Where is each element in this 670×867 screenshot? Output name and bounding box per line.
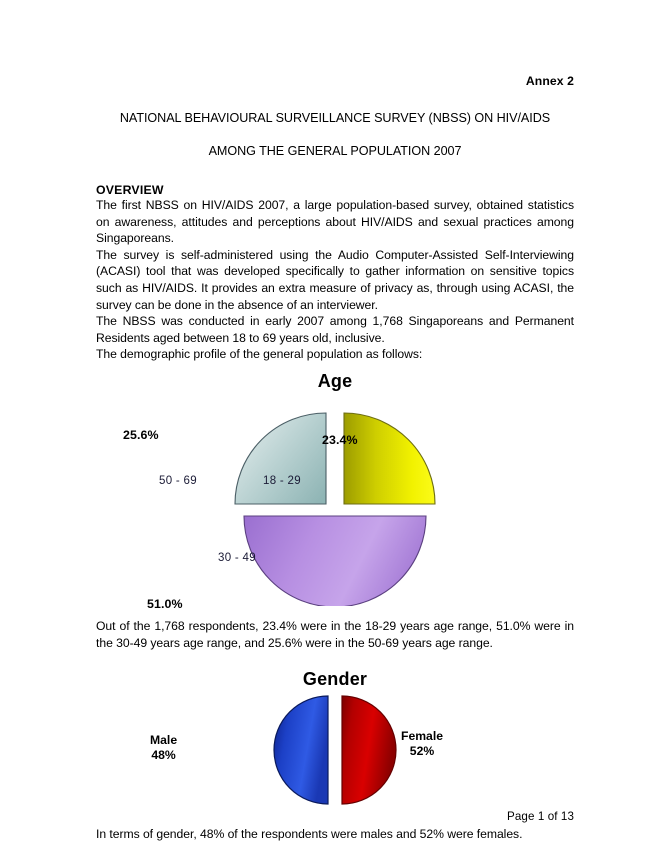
gender-slice-female: [342, 696, 396, 804]
age-slice-30-49: [244, 516, 426, 606]
annex-label: Annex 2: [525, 74, 574, 88]
paragraph-6: In terms of gender, 48% of the respondents were males and 52% were females.: [96, 827, 523, 842]
age-slice-18-29: [344, 413, 435, 504]
age-chart-plot: [96, 394, 574, 611]
paragraph-4: The demographic profile of the general population as follows:: [96, 347, 423, 362]
gender-value-label-male: 48%: [151, 748, 176, 763]
age-slice-50-69: [235, 413, 326, 504]
gender-label-male: [150, 733, 177, 763]
age-value-label-30-49: 51.0%: [147, 596, 183, 611]
gender-value-label-female: 52%: [409, 744, 435, 759]
age-chart: [96, 370, 574, 611]
gender-label-female-text: Female: [401, 729, 444, 744]
age-slice-label-30-49: 30 - 49: [218, 551, 256, 564]
gender-chart-plot: [96, 691, 574, 809]
gender-chart: [96, 669, 574, 809]
paragraph-5: Out of the 1,768 respondents, 23.4% were in the 18-29 years age range, 51.0% were in the 30-49 years age range, and 25.6% were in the 50-69 years age range.: [96, 618, 574, 650]
page-footer: Page 1 of 13: [507, 810, 574, 823]
document-title: [96, 93, 574, 159]
age-value-label-18-29: 23.4%: [322, 432, 358, 447]
document-title-line1: NATIONAL BEHAVIOURAL SURVEILLANCE SURVEY (NBSS) ON HIV/AIDS: [119, 110, 551, 125]
gender-slice-male: [274, 696, 328, 804]
section-heading-overview: OVERVIEW: [96, 183, 164, 197]
age-chart-title: Age: [317, 370, 353, 391]
age-slice-label-50-69: 50 - 69: [159, 474, 197, 487]
age-value-label-50-69: 25.6%: [123, 427, 159, 442]
paragraph-2: The survey is self-administered using the Audio Computer-Assisted Self-Interviewing (ACASI) tool that was developed specifically to gather information on sensitive topics such as HIV/AIDS. It provides an extra measure of privacy as, through using ACASI, the survey can be done in the absence of an interviewer.: [96, 247, 574, 312]
paragraph-3: The NBSS was conducted in early 2007 among 1,768 Singaporeans and Permanent Residents aged between 18 to 69 years old, inclusive.: [96, 314, 574, 345]
age-slice-label-18-29: 18 - 29: [263, 474, 301, 487]
gender-label-female: [401, 729, 443, 759]
gender-label-male-text: Male: [150, 733, 178, 748]
age-pie-svg: [96, 394, 574, 606]
gender-chart-title: Gender: [302, 669, 368, 690]
document-title-line2: AMONG THE GENERAL POPULATION 2007: [208, 143, 462, 158]
paragraph-1: The first NBSS on HIV/AIDS 2007, a large population-based survey, obtained statistics on awareness, attitudes and perceptions about HIV/AIDS and sexual practices among Singaporeans.: [96, 198, 574, 246]
